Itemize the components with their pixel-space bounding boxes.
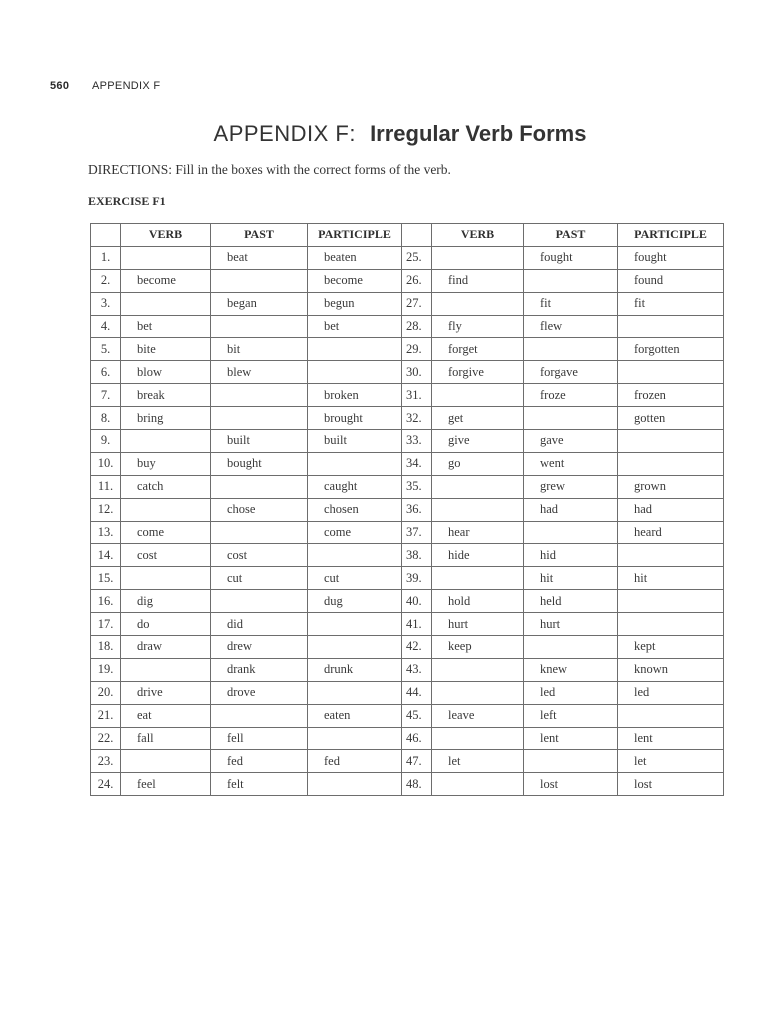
participle-cell: led [618,681,724,704]
row-number: 7. [91,384,121,407]
row-number: 32. [402,407,432,430]
table-row [91,430,724,453]
table-row [91,567,724,590]
participle-cell: heard [618,521,724,544]
verb-cell: get [432,407,524,430]
participle-cell [308,361,402,384]
past-cell: beat [211,246,308,269]
verb-cell [432,292,524,315]
row-number: 5. [91,338,121,361]
verb-cell: blow [121,361,211,384]
verb-cell [121,658,211,681]
past-header: PAST [211,224,308,247]
participle-cell: fought [618,246,724,269]
table-row [91,246,724,269]
participle-cell: fed [308,750,402,773]
table-row [91,773,724,796]
past-cell: chose [211,498,308,521]
participle-cell: let [618,750,724,773]
verb-cell: forgive [432,361,524,384]
row-number: 29. [402,338,432,361]
table-header-row [91,224,724,247]
table-row [91,613,724,636]
table-row [91,750,724,773]
verb-cell [121,567,211,590]
row-number: 19. [91,658,121,681]
participle-cell: dug [308,590,402,613]
past-cell [211,384,308,407]
participle-cell [308,773,402,796]
participle-cell [618,452,724,475]
row-number: 40. [402,590,432,613]
row-number: 22. [91,727,121,750]
past-cell: hurt [524,613,618,636]
past-cell: forgave [524,361,618,384]
participle-cell: come [308,521,402,544]
table-row [91,681,724,704]
verb-cell: eat [121,704,211,727]
participle-cell: fit [618,292,724,315]
participle-cell [308,544,402,567]
participle-cell [618,430,724,453]
past-cell: had [524,498,618,521]
participle-header: PARTICIPLE [308,224,402,247]
participle-cell: chosen [308,498,402,521]
past-cell: bit [211,338,308,361]
verb-header-2: VERB [432,224,524,247]
row-number: 25. [402,246,432,269]
past-cell: lost [524,773,618,796]
verb-cell [121,498,211,521]
row-number: 36. [402,498,432,521]
past-cell: bought [211,452,308,475]
past-cell: froze [524,384,618,407]
verb-cell [432,498,524,521]
verb-cell [432,475,524,498]
running-head-label: APPENDIX F [92,80,161,92]
row-number: 16. [91,590,121,613]
row-number: 42. [402,636,432,659]
participle-cell: found [618,269,724,292]
row-number: 47. [402,750,432,773]
verb-cell [432,567,524,590]
verb-cell: bet [121,315,211,338]
past-cell [211,315,308,338]
participle-cell: caught [308,475,402,498]
past-cell: flew [524,315,618,338]
row-number: 21. [91,704,121,727]
verb-cell [121,292,211,315]
verb-cell: hide [432,544,524,567]
verb-cell: let [432,750,524,773]
row-number: 34. [402,452,432,475]
past-cell [524,521,618,544]
table-row [91,475,724,498]
past-cell: cost [211,544,308,567]
table-row [91,544,724,567]
participle-cell [618,590,724,613]
participle-cell [618,361,724,384]
number-header [91,224,121,247]
participle-cell: drunk [308,658,402,681]
verb-cell: hurt [432,613,524,636]
participle-cell: eaten [308,704,402,727]
past-cell: left [524,704,618,727]
participle-cell [308,681,402,704]
past-cell: cut [211,567,308,590]
verb-cell: hold [432,590,524,613]
row-number: 41. [402,613,432,636]
participle-cell [308,452,402,475]
participle-cell: begun [308,292,402,315]
past-cell: fit [524,292,618,315]
participle-cell [308,727,402,750]
participle-header-2: PARTICIPLE [618,224,724,247]
row-number: 4. [91,315,121,338]
table-row [91,292,724,315]
past-cell: blew [211,361,308,384]
past-cell: drank [211,658,308,681]
row-number: 17. [91,613,121,636]
page-title [0,121,768,147]
past-cell: drove [211,681,308,704]
participle-cell: had [618,498,724,521]
table-row [91,269,724,292]
participle-cell: known [618,658,724,681]
past-cell [524,269,618,292]
participle-cell: frozen [618,384,724,407]
past-cell: drew [211,636,308,659]
verb-cell: go [432,452,524,475]
row-number: 31. [402,384,432,407]
past-header-2: PAST [524,224,618,247]
table-row [91,636,724,659]
row-number: 13. [91,521,121,544]
row-number: 45. [402,704,432,727]
verb-cell [121,430,211,453]
table-row [91,727,724,750]
past-cell: did [211,613,308,636]
verb-cell: forget [432,338,524,361]
table-row [91,498,724,521]
table-row [91,407,724,430]
row-number: 20. [91,681,121,704]
participle-cell: forgotten [618,338,724,361]
table-row [91,452,724,475]
verb-cell: break [121,384,211,407]
title-main: Irregular Verb Forms [370,121,587,146]
table-row [91,338,724,361]
verb-cell: drive [121,681,211,704]
verb-cell: find [432,269,524,292]
participle-cell: bet [308,315,402,338]
table-row [91,361,724,384]
past-cell [524,338,618,361]
verb-cell: become [121,269,211,292]
past-cell: fought [524,246,618,269]
verb-cell: dig [121,590,211,613]
row-number: 30. [402,361,432,384]
past-cell: led [524,681,618,704]
row-number: 14. [91,544,121,567]
participle-cell [618,613,724,636]
participle-cell: gotten [618,407,724,430]
participle-cell: beaten [308,246,402,269]
participle-cell [308,636,402,659]
page-number: 560 [50,80,70,92]
verb-cell: leave [432,704,524,727]
participle-cell: cut [308,567,402,590]
verb-cell [432,681,524,704]
number-header-2 [402,224,432,247]
row-number: 39. [402,567,432,590]
verb-cell [432,658,524,681]
verb-forms-table [90,223,724,796]
past-cell [211,521,308,544]
past-cell [524,636,618,659]
past-cell [211,269,308,292]
verb-cell: do [121,613,211,636]
verb-cell [432,773,524,796]
row-number: 43. [402,658,432,681]
row-number: 26. [402,269,432,292]
verb-cell [432,246,524,269]
participle-cell [308,613,402,636]
verb-cell [432,384,524,407]
participle-cell: kept [618,636,724,659]
participle-cell: become [308,269,402,292]
row-number: 11. [91,475,121,498]
table-row [91,384,724,407]
past-cell [211,475,308,498]
participle-cell [618,704,724,727]
row-number: 24. [91,773,121,796]
verb-cell: draw [121,636,211,659]
table-row [91,521,724,544]
past-cell: built [211,430,308,453]
row-number: 46. [402,727,432,750]
verb-cell: fall [121,727,211,750]
verb-cell: bring [121,407,211,430]
row-number: 48. [402,773,432,796]
row-number: 3. [91,292,121,315]
table-row [91,704,724,727]
verb-cell: cost [121,544,211,567]
row-number: 23. [91,750,121,773]
past-cell: fell [211,727,308,750]
row-number: 9. [91,430,121,453]
participle-cell: lost [618,773,724,796]
row-number: 38. [402,544,432,567]
past-cell: gave [524,430,618,453]
past-cell: knew [524,658,618,681]
row-number: 35. [402,475,432,498]
verb-header: VERB [121,224,211,247]
past-cell [524,750,618,773]
verb-cell: catch [121,475,211,498]
row-number: 6. [91,361,121,384]
directions-text: DIRECTIONS: Fill in the boxes with the correct forms of the verb. [88,162,451,177]
verb-cell [121,750,211,773]
past-cell [211,704,308,727]
row-number: 8. [91,407,121,430]
past-cell: grew [524,475,618,498]
table-row [91,315,724,338]
past-cell [211,590,308,613]
past-cell: went [524,452,618,475]
row-number: 44. [402,681,432,704]
row-number: 18. [91,636,121,659]
exercise-label: EXERCISE F1 [88,194,166,208]
verb-cell [121,246,211,269]
past-cell [524,407,618,430]
past-cell: began [211,292,308,315]
row-number: 33. [402,430,432,453]
running-head [50,80,160,92]
past-cell: hid [524,544,618,567]
participle-cell: grown [618,475,724,498]
title-prefix: APPENDIX F: [213,121,356,146]
verb-cell: keep [432,636,524,659]
row-number: 12. [91,498,121,521]
participle-cell [308,338,402,361]
verb-cell [432,727,524,750]
verb-cell: buy [121,452,211,475]
participle-cell: brought [308,407,402,430]
verb-cell: hear [432,521,524,544]
table-row [91,590,724,613]
participle-cell: built [308,430,402,453]
past-cell: hit [524,567,618,590]
past-cell [211,407,308,430]
verb-cell: bite [121,338,211,361]
verb-cell: come [121,521,211,544]
row-number: 10. [91,452,121,475]
verb-cell: give [432,430,524,453]
past-cell: held [524,590,618,613]
past-cell: fed [211,750,308,773]
participle-cell [618,315,724,338]
participle-cell: broken [308,384,402,407]
row-number: 2. [91,269,121,292]
participle-cell [618,544,724,567]
participle-cell: hit [618,567,724,590]
row-number: 28. [402,315,432,338]
verb-cell: feel [121,773,211,796]
past-cell: felt [211,773,308,796]
past-cell: lent [524,727,618,750]
verb-cell: fly [432,315,524,338]
row-number: 15. [91,567,121,590]
table-row [91,658,724,681]
row-number: 37. [402,521,432,544]
participle-cell: lent [618,727,724,750]
row-number: 27. [402,292,432,315]
row-number: 1. [91,246,121,269]
